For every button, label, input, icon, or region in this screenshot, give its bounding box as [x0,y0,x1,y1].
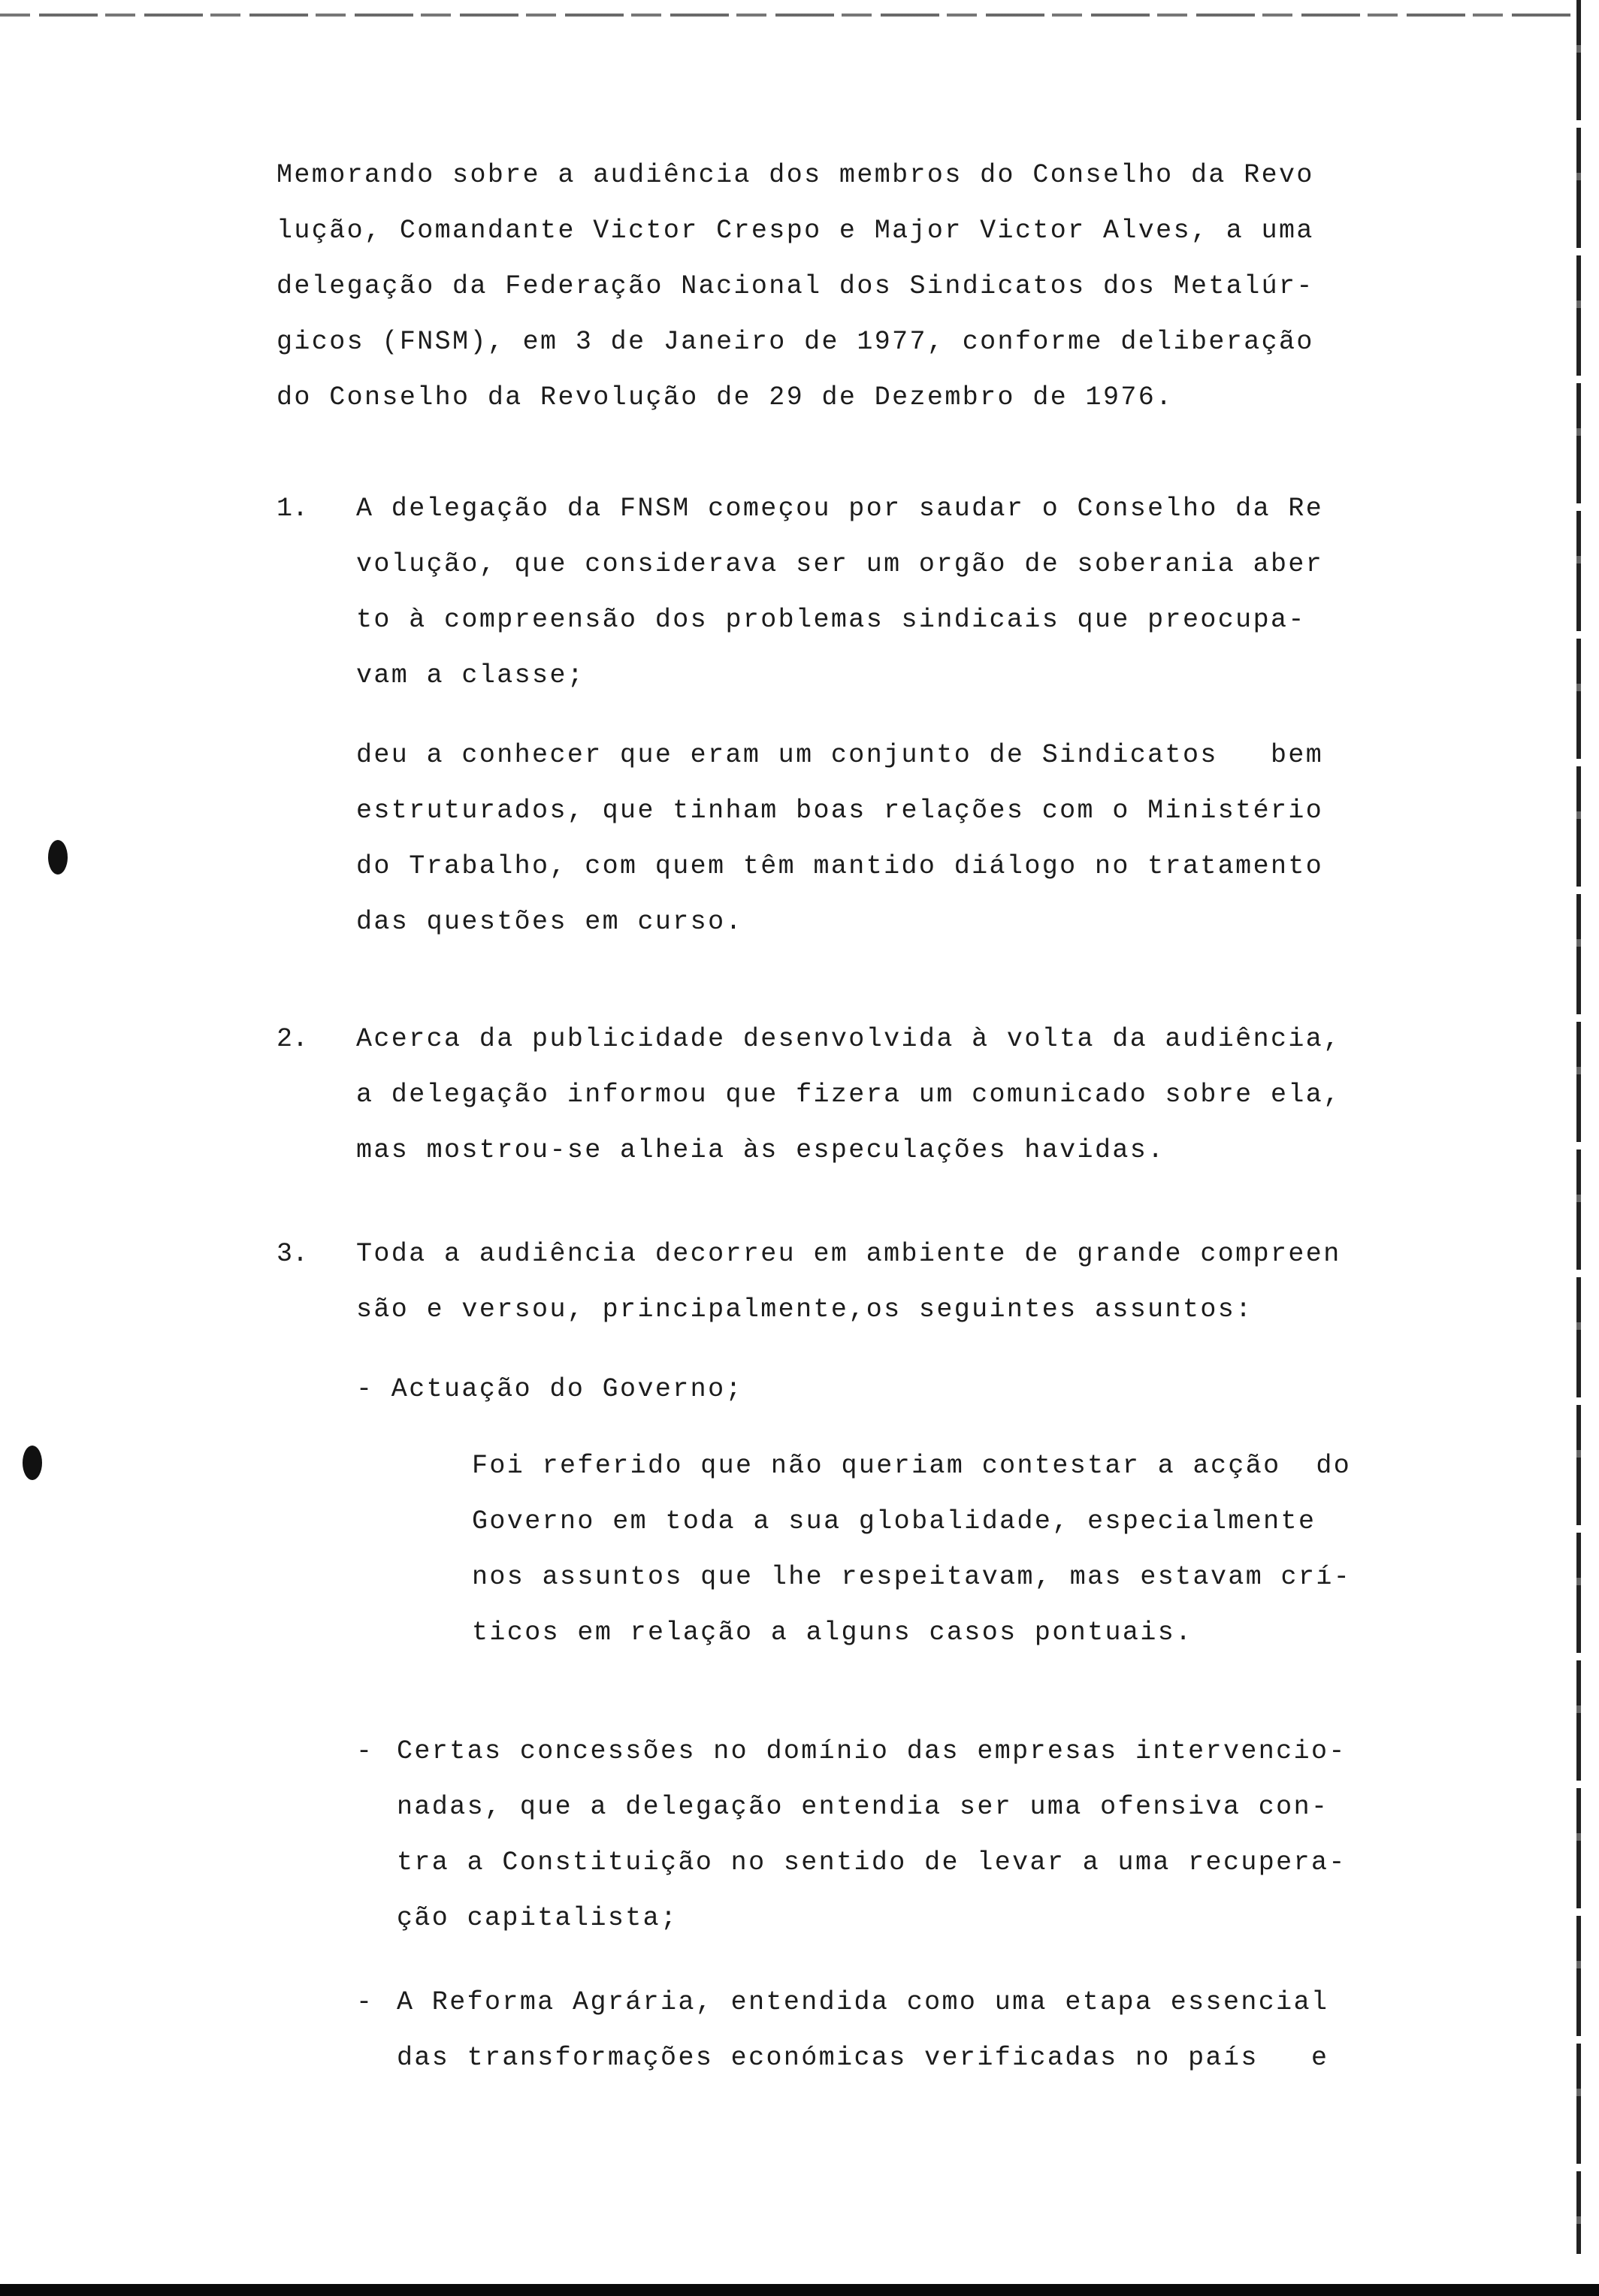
text-line: ticos em relação a alguns casos pontuais. [472,1618,1193,1648]
text-line: Toda a audiência decorreu em ambiente de grande compreen [356,1239,1341,1269]
text-line: Governo em toda a sua globalidade, especialmente [472,1506,1316,1536]
text-line: mas mostrou-se alheia às especulações havidas. [356,1135,1165,1165]
text-line: deu a conhecer que eram um conjunto de Sindicatos bem [356,740,1324,770]
text-line: volução, que considerava ser um orgão de soberania aber [356,549,1324,579]
item-number: 2. [277,1024,309,1054]
text-line: tra a Constituição no sentido de levar a uma recupera- [397,1847,1347,1878]
text-line: Memorando sobre a audiência dos membros do Conselho da Revo [277,160,1314,190]
text-line: das transformações económicas verificadas no país e [397,2043,1329,2073]
text-line: das questões em curso. [356,907,743,937]
text-line: a delegação informou que fizera um comunicado sobre ela, [356,1080,1341,1110]
bullet3-text [397,1974,1328,2086]
punch-hole-icon [23,1446,42,1480]
text-line: do Trabalho, com quem têm mantido diálogo no tratamento [356,851,1324,881]
item1-paragraph-a [356,481,1323,703]
text-line: Foi referido que não queriam contestar a acção do [472,1451,1352,1481]
scan-top-edge [0,14,1578,17]
item3-paragraph [356,1226,1341,1337]
scan-bottom-edge [0,2284,1599,2296]
text-line: gicos (FNSM), em 3 de Janeiro de 1977, conforme deliberação [277,327,1314,357]
text-line: ção capitalista; [397,1903,679,1933]
item-number: 1. [277,494,309,524]
memo-intro [277,147,1314,425]
bullet-heading: - Actuação do Governo; [356,1374,743,1404]
bullet1-text [472,1438,1351,1660]
text-line: estruturados, que tinham boas relações com o Ministério [356,796,1324,826]
bullet-dash: - [356,1987,373,2017]
text-line: delegação da Federação Nacional dos Sindicatos dos Metalúr- [277,271,1314,301]
text-line: são e versou, principalmente,os seguintes assuntos: [356,1295,1253,1325]
text-line: A delegação da FNSM começou por saudar o Conselho da Re [356,494,1324,524]
item-number: 3. [277,1239,309,1269]
text-line: to à compreensão dos problemas sindicais que preocupa- [356,605,1306,635]
item2-paragraph [356,1011,1341,1178]
text-line: A Reforma Agrária, entendida como uma etapa essencial [397,1987,1329,2017]
scan-right-edge [1576,0,1581,2254]
text-line: nadas, que a delegação entendia ser uma ofensiva con- [397,1792,1329,1822]
text-line: do Conselho da Revolução de 29 de Dezembro de 1976. [277,382,1174,412]
text-line: lução, Comandante Victor Crespo e Major Victor Alves, a uma [277,216,1314,246]
punch-hole-icon [48,840,68,875]
item1-paragraph-b [356,727,1323,950]
text-line: Acerca da publicidade desenvolvida à volta da audiência, [356,1024,1341,1054]
bullet-dash: - [356,1736,373,1766]
text-line: Certas concessões no domínio das empresas intervencio- [397,1736,1347,1766]
bullet2-text [397,1724,1347,1946]
text-line: vam a classe; [356,660,585,690]
text-line: nos assuntos que lhe respeitavam, mas estavam crí- [472,1562,1352,1592]
